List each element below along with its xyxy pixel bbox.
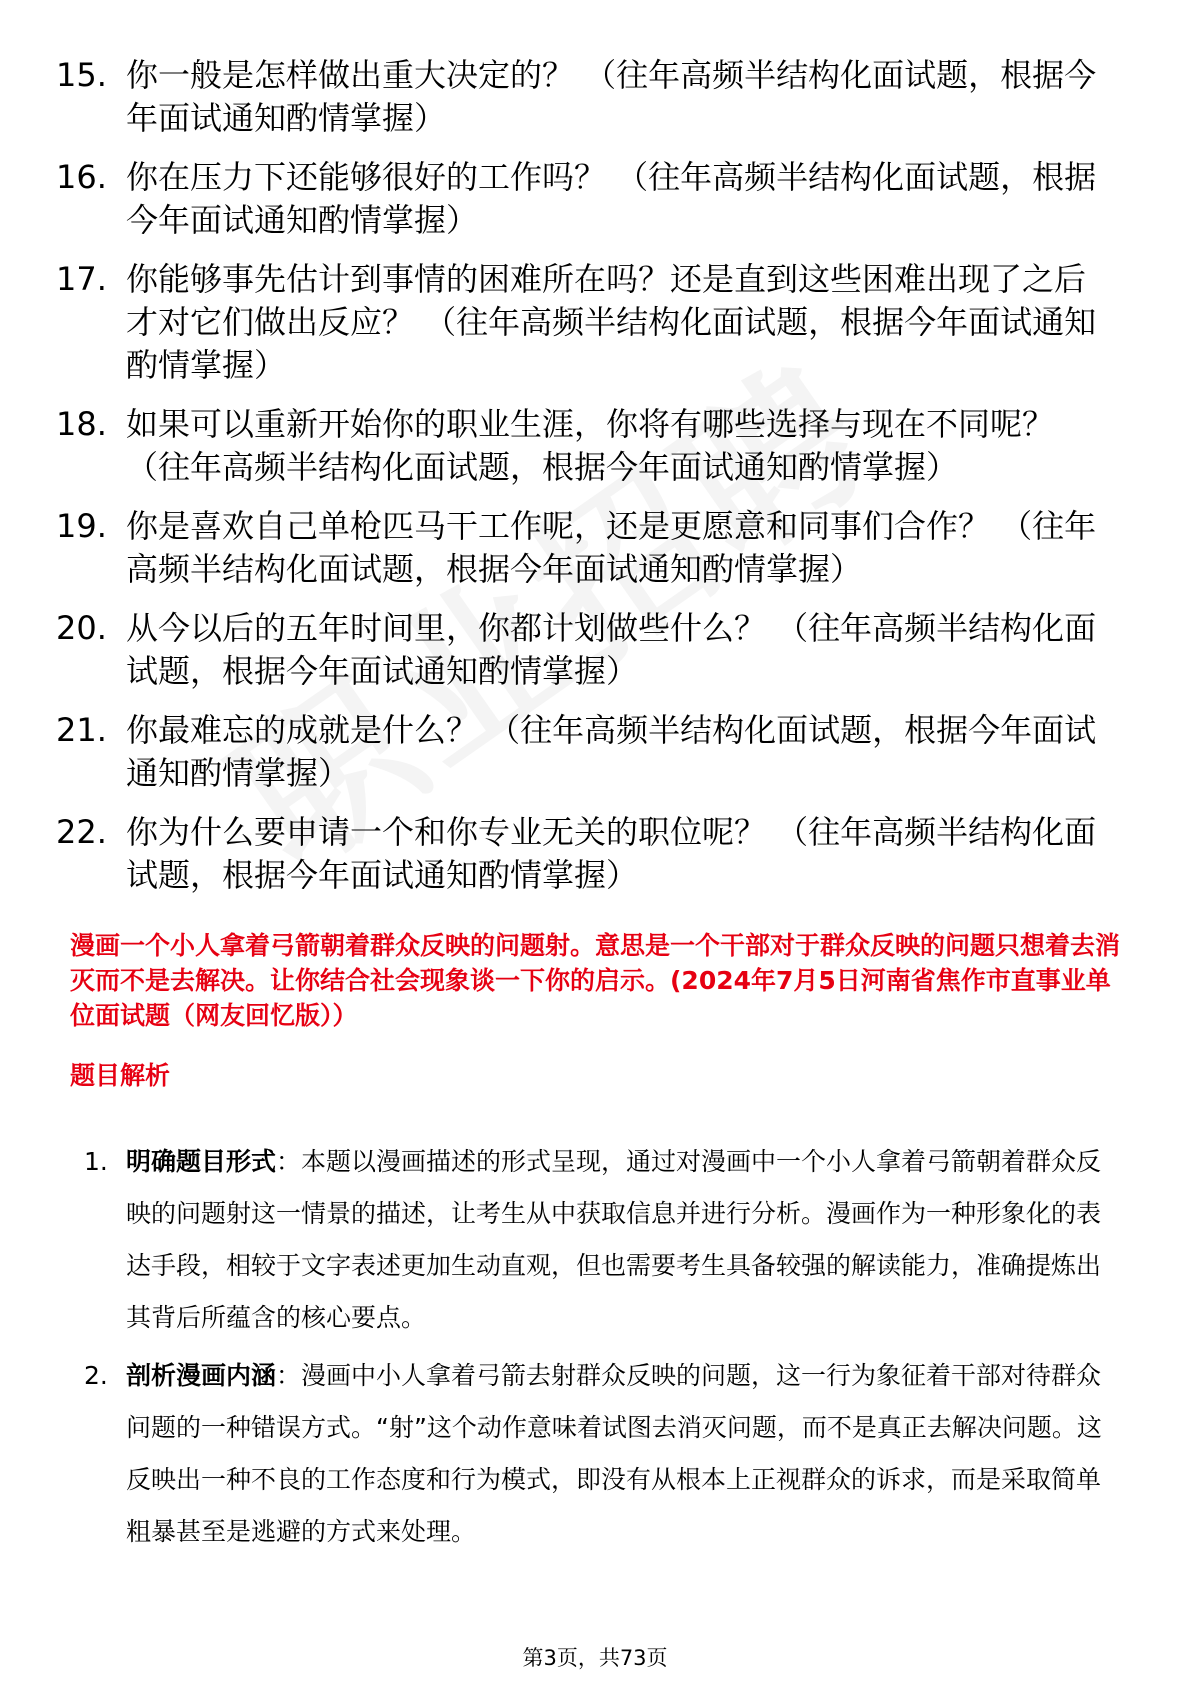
analysis-number: 2. xyxy=(84,1361,108,1390)
highlight-question: 漫画一个小人拿着弓箭朝着群众反映的问题射。意思是一个干部对于群众反映的问题只想着去消灭而不是去解决。让你结合社会现象谈一下你的启示。(2024年7月5日河南省焦作市直事业单位面试题（网友回忆版）） xyxy=(70,931,1121,1030)
analysis-paragraph xyxy=(126,1350,1120,1558)
question-text: 你能够事先估计到事情的困难所在吗？还是直到这些困难出现了之后才对它们做出反应？ （往年高频半结构化面试题，根据今年面试通知酌情掌握） xyxy=(126,260,1097,384)
list-item xyxy=(56,811,1116,897)
list-item xyxy=(84,1136,1120,1344)
question-number: 21. xyxy=(56,711,107,749)
question-number: 20. xyxy=(56,609,107,647)
question-number: 17. xyxy=(56,260,107,298)
question-number: 18. xyxy=(56,405,107,443)
list-item xyxy=(56,709,1116,795)
list-item xyxy=(56,505,1116,591)
question-list xyxy=(56,54,1116,913)
question-number: 16. xyxy=(56,158,107,196)
analysis-lead: 明确题目形式 xyxy=(126,1147,277,1176)
list-item xyxy=(84,1350,1120,1558)
question-number: 19. xyxy=(56,507,107,545)
list-item xyxy=(56,607,1116,693)
question-text: 你一般是怎样做出重大决定的？ （往年高频半结构化面试题，根据今年面试通知酌情掌握） xyxy=(126,56,1097,137)
question-text: 你为什么要申请一个和你专业无关的职位呢？ （往年高频半结构化面试题，根据今年面试通知酌情掌握） xyxy=(126,813,1097,894)
analysis-list xyxy=(84,1136,1120,1564)
question-text: 如果可以重新开始你的职业生涯，你将有哪些选择与现在不同呢？ （往年高频半结构化面试题，根据今年面试通知酌情掌握） xyxy=(126,405,1055,486)
question-text: 从今以后的五年时间里，你都计划做些什么？ （往年高频半结构化面试题，根据今年面试通知酌情掌握） xyxy=(126,609,1097,690)
question-text: 你是喜欢自己单枪匹马干工作呢，还是更愿意和同事们合作？ （往年高频半结构化面试题，根据今年面试通知酌情掌握） xyxy=(126,507,1097,588)
page-footer: 第3页，共73页 xyxy=(522,1646,668,1670)
analysis-number: 1. xyxy=(84,1147,108,1176)
list-item xyxy=(56,258,1116,387)
question-number: 22. xyxy=(56,813,107,851)
question-text: 你最难忘的成就是什么？ （往年高频半结构化面试题，根据今年面试通知酌情掌握） xyxy=(126,711,1097,792)
analysis-body: ：漫画中小人拿着弓箭去射群众反映的问题，这一行为象征着干部对待群众问题的一种错误方式。“射”这个动作意味着试图去消灭问题，而不是真正去解决问题。这反映出一种不良的工作态度和行为模式，即没有从根本上正视群众的诉求，而是采取简单粗暴甚至是逃避的方式来处理。 xyxy=(126,1361,1102,1546)
list-item xyxy=(56,54,1116,140)
analysis-body: ：本题以漫画描述的形式呈现，通过对漫画中一个小人拿着弓箭朝着群众反映的问题射这一情景的描述，让考生从中获取信息并进行分析。漫画作为一种形象化的表达手段，相较于文字表述更加生动直观，但也需要考生具备较强的解读能力，准确提炼出其背后所蕴含的核心要点。 xyxy=(126,1147,1102,1332)
question-number: 15. xyxy=(56,56,107,94)
list-item xyxy=(56,403,1116,489)
section-title: 题目解析 xyxy=(70,1061,171,1090)
analysis-lead: 剖析漫画内涵 xyxy=(126,1361,277,1390)
list-item xyxy=(56,156,1116,242)
analysis-paragraph xyxy=(126,1136,1120,1344)
question-text: 你在压力下还能够很好的工作吗？ （往年高频半结构化面试题，根据今年面试通知酌情掌握） xyxy=(126,158,1097,239)
